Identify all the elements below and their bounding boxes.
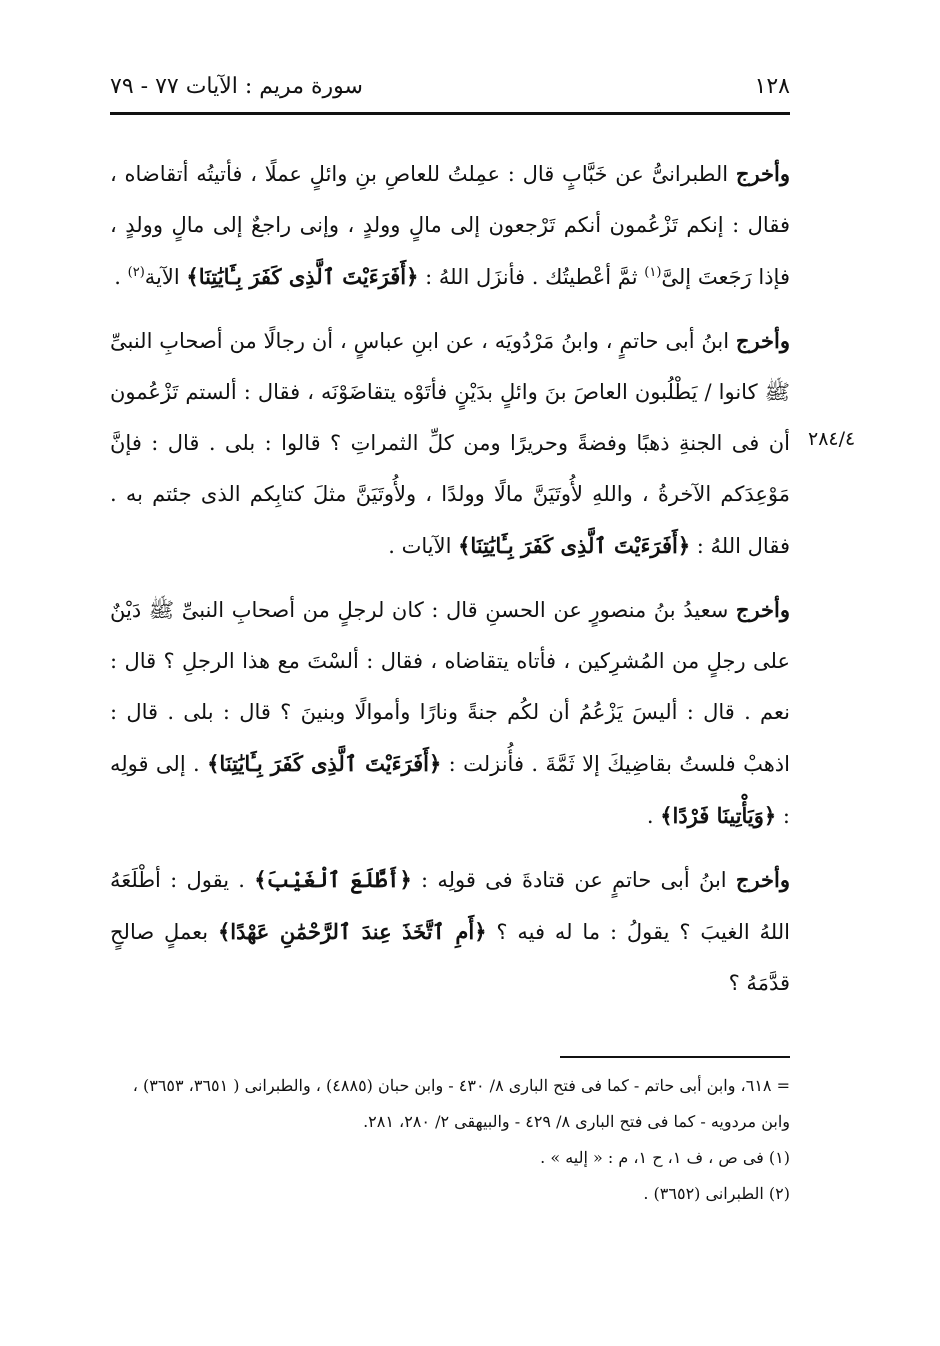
footnote-marker-2: (٢) (127, 265, 145, 280)
paragraph-3 (110, 584, 790, 842)
paragraph-text: . (646, 804, 661, 828)
margin-reference: ٢٨٤/٤ (808, 428, 856, 450)
paragraph-2 (110, 315, 790, 572)
footnote-marker-1: (١) (644, 265, 662, 280)
paragraph-text: الآيات . (388, 534, 459, 558)
paragraph-text: ابنُ أبى حاتمٍ عن قتادةَ فى قولِه : (411, 868, 736, 892)
paragraph-text: . يقول : أطْلَعَهُ اللهُ الغيبَ ؟ يقولُ : ما له فيه ؟ (110, 868, 790, 944)
running-head: سورة مريم : الآيات ٧٧ - ٧٩ (110, 73, 363, 99)
paragraph-text: ثمَّ أعْطيتُك . فأنزَل اللهُ : (418, 265, 645, 289)
paragraph-text: . إلى قولِه : (110, 752, 790, 828)
footnote-rule (560, 1056, 790, 1058)
paragraph-text: ابنُ أبى حاتمٍ ، وابنُ مَرْدُويَه ، عن ابنِ عباسٍ ، أن رجالًا من أصحابِ النبىِّ ﷺ كانوا / يَطْلُبون العاصَ بنَ وائلٍ بدَيْنٍ فأتَوْه يتقاضَوْنَه ، فقال : ألستم تَزْعُمون أن فى الجنةِ ذهبًا وفضةً وحريرًا ومن كلِّ الثمراتِ ؟ قالوا : بلى . قال : فإنَّ مَوْعِدَكم الآخرةُ ، واللهِ لأُوتَيَنَّ مالًا وولدًا ، ولأُوتَيَنَّ مثلَ كتابِكم الذى جئتم به . فقال اللهُ : (110, 329, 790, 558)
paragraph-text: الطبرانىُّ عن خَبَّابٍ قال : عمِلتُ للعاصِ بنِ وائلٍ عملًا ، فأتيتُه أتقاضاه ، فقال : إنكم تَزْعُمون أنكم تَرْجعون إلى مالٍ وولدٍ ، وإنى راجعٌ إلى مالٍ وولدٍ ، فإذا رَجَعتَ إلىَّ (110, 162, 790, 289)
paragraph-text: . (114, 265, 128, 289)
paragraph-text: الآية (144, 265, 187, 289)
quran-verse: ﴿أَطَّلَعَ ٱلْغَيْبَ﴾ (254, 867, 412, 892)
paragraph-text: سعيدُ بنُ منصورٍ عن الحسنِ قال : كان لرجلٍ من أصحابِ النبىِّ ﷺ دَيْنٌ على رجلٍ من المُشرِكين ، فأتاه يتقاضاه ، فقال : ألسْتَ مع هذا الرجلِ ؟ قال : نعم . قال : أليسَ يَزْعُمُ أن لكُم جنةً ونارًا وأموالًا وبنينَ ؟ قال : بلى . قال : اذهبْ فلستُ بقاضِيكَ إلا ثَمَّةَ . فأُنزلت : (110, 598, 790, 776)
main-text (110, 148, 790, 1021)
paragraph-text: بعملٍ صالحٍ قدَّمَهُ ؟ (110, 920, 790, 995)
quran-verse: ﴿أَفَرَءَيْتَ ٱلَّذِى كَفَرَ بِـَٔايَٰتِنَا﴾ (207, 751, 442, 776)
header-rule (110, 112, 790, 115)
quran-verse: ﴿وَيَأْتِينَا فَرْدًا﴾ (660, 803, 777, 828)
paragraph-lead: وأخرج (735, 328, 790, 353)
page-number: ١٢٨ (754, 73, 790, 99)
paragraph-lead: وأخرج (735, 867, 791, 892)
quran-verse: ﴿أَفَرَءَيْتَ ٱلَّذِى كَفَرَ بِـَٔايَٰتِنَا﴾ (186, 264, 419, 289)
footnote-continued: = ٦١٨، وابن أبى حاتم - كما فى فتح البارى ٨/ ٤٣٠ - وابن حبان (٤٨٨٥) ، والطبرانى ( ٣٦٥١، ٣٦٥٣) ، وابن مردويه - كما فى فتح البارى ٨/ ٤٢٩ - والبيهقى ٢/ ٢٨٠، ٢٨١. (132, 1076, 790, 1131)
paragraph-lead: وأخرج (735, 597, 790, 622)
footnote-2: (٢) الطبرانى (٣٦٥٢) . (643, 1184, 790, 1203)
footnotes (110, 1068, 790, 1212)
paragraph-4 (110, 854, 790, 1009)
page-header (110, 66, 790, 106)
paragraph-1 (110, 148, 790, 303)
paragraph-lead: وأخرج (735, 161, 790, 186)
footnote-1: (١) فى ص ، ف ١، ح ١، م : « إليه » . (540, 1148, 790, 1167)
quran-verse: ﴿أَفَرَءَيْتَ ٱلَّذِى كَفَرَ بِـَٔايَٰتِنَا﴾ (458, 533, 691, 558)
quran-verse: ﴿أَمِ ٱتَّخَذَ عِندَ ٱلرَّحْمَٰنِ عَهْدًا﴾ (217, 919, 487, 944)
